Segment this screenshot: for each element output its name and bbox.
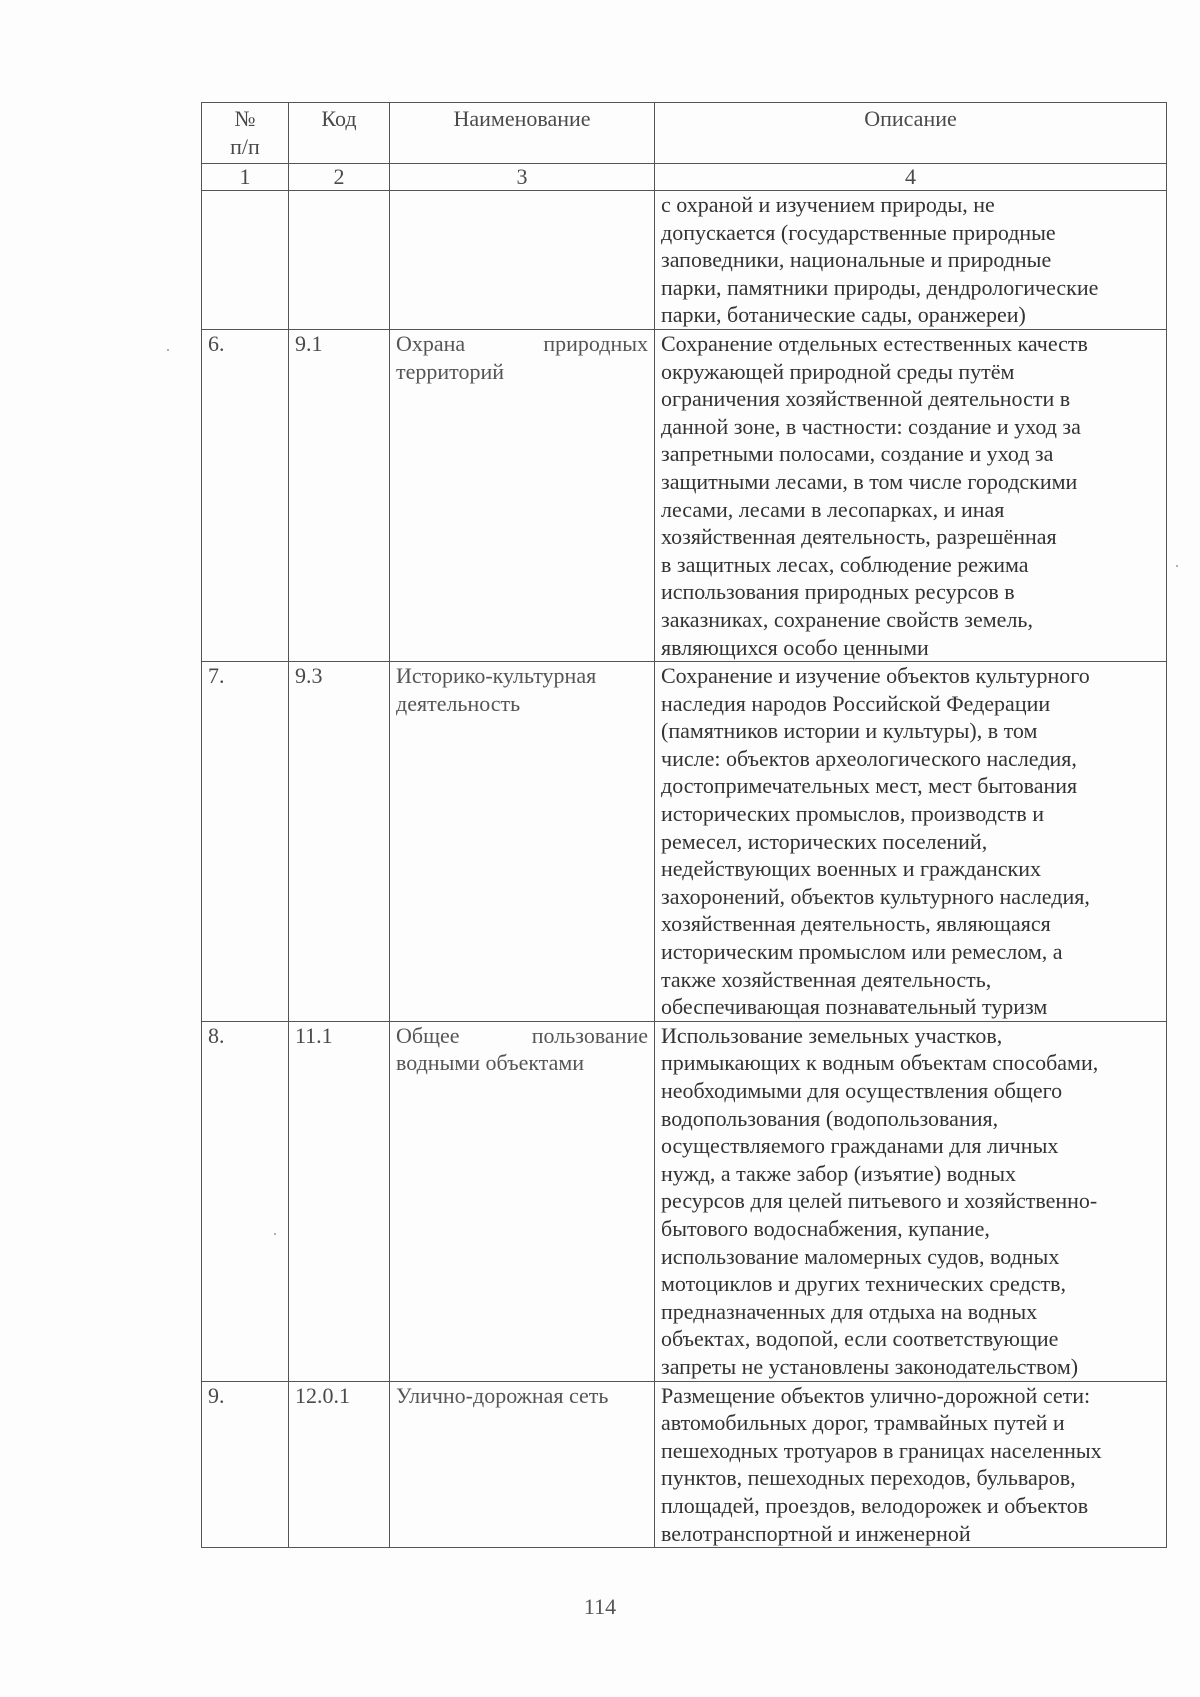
row-description: Сохранение и изучение объектов культурного наследия народов Российской Федерации (памятников истории и культуры), в том числе: объектов археологического наследия, достопримечательных мест, мест бытования исторических промыслов, производств и ремесел, исторических поселений, недействующих военных и гражданских захоронений, объектов культурного наследия, хозяйственная деятельность, являющаяся историческим промыслом или ремеслом, а также хозяйственная деятельность, обеспечивающая познавательный туризм — [655, 662, 1167, 1022]
header-description: Описание — [655, 103, 1167, 164]
table-row — [202, 1381, 1167, 1548]
column-number: 1 — [202, 164, 289, 191]
row-name: Охрана природных территорий — [390, 329, 655, 661]
column-number: 3 — [390, 164, 655, 191]
row-code: 9.1 — [289, 329, 390, 661]
table-row — [202, 191, 1167, 330]
header-number: № п/п — [202, 103, 289, 164]
row-name — [390, 191, 655, 330]
row-name: Историко-культурная деятельность — [390, 662, 655, 1022]
row-description: с охраной и изучением природы, не допускается (государственные природные заповедники, национальные и природные парки, памятники природы, дендрологические парки, ботанические сады, оранжереи) — [655, 191, 1167, 330]
row-code — [289, 191, 390, 330]
row-index: 9. — [202, 1381, 289, 1548]
page-number: 114 — [583, 1594, 617, 1619]
table-header-row — [202, 103, 1167, 164]
row-name: Улично-дорожная сеть — [390, 1381, 655, 1548]
row-code: 12.0.1 — [289, 1381, 390, 1548]
row-index: 6. — [202, 329, 289, 661]
table-row — [202, 329, 1167, 661]
column-numbers-row — [202, 164, 1167, 191]
row-name: Общее пользование водными объектами — [390, 1021, 655, 1381]
row-description: Сохранение отдельных естественных качеств окружающей природной среды путём ограничения хозяйственной деятельности в данной зоне, в частности: создание и уход за запретными полосами, создание и уход за защитными лесами, в том числе городскими лесами, лесами в лесопарках, и иная хозяйственная деятельность, разрешённая в защитных лесах, соблюдение режима использования природных ресурсов в заказниках, сохранение свойств земель, являющихся особо ценными — [655, 329, 1167, 661]
row-description: Использование земельных участков, примыкающих к водным объектам способами, необходимыми для осуществления общего водопользования (водопользования, осуществляемого гражданами для личных нужд, а также забор (изъятие) водных ресурсов для целей питьевого и хозяйственно- бытового водоснабжения, купание, использование маломерных судов, водных мотоциклов и других технических средств, предназначенных для отдыха на водных объектах, водопой, если соответствующие запреты не установлены законодательством) — [655, 1021, 1167, 1381]
row-code: 11.1 — [289, 1021, 390, 1381]
header-name: Наименование — [390, 103, 655, 164]
row-code: 9.3 — [289, 662, 390, 1022]
table-row — [202, 662, 1167, 1022]
row-index: 8. — [202, 1021, 289, 1381]
header-code: Код — [289, 103, 390, 164]
column-number: 4 — [655, 164, 1167, 191]
scan-speck — [1176, 565, 1178, 567]
table-row — [202, 1021, 1167, 1381]
land-use-table — [201, 102, 1167, 1548]
row-index — [202, 191, 289, 330]
row-description: Размещение объектов улично-дорожной сети: автомобильных дорог, трамвайных путей и пешеходных тротуаров в границах населенных пунктов, пешеходных переходов, бульваров, площадей, проездов, велодорожек и объектов велотранспортной и инженерной — [655, 1381, 1167, 1548]
scan-speck — [274, 1233, 276, 1235]
column-number: 2 — [289, 164, 390, 191]
row-index: 7. — [202, 662, 289, 1022]
scan-speck — [167, 349, 169, 351]
